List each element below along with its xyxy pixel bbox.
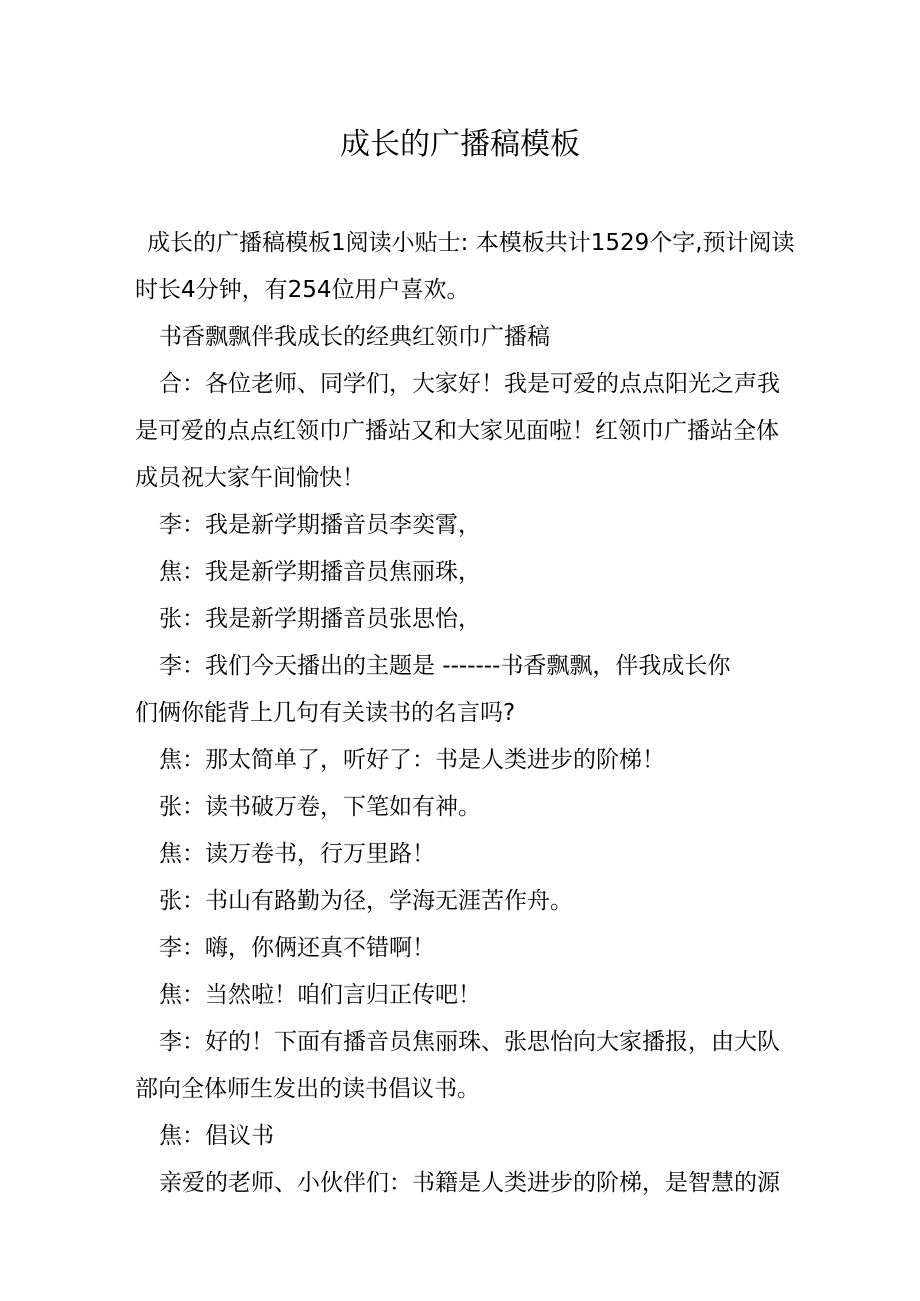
paragraph-dialogue: 焦：我是新学期播音员焦丽珠，: [159, 559, 481, 585]
paragraph-continuation: 们俩你能背上几句有关读书的名言吗?: [135, 700, 516, 726]
paragraph-body: 亲爱的老师、小伙伴们：书籍是人类进步的阶梯，是智慧的源: [159, 1170, 780, 1196]
document-body: [135, 220, 795, 1207]
paragraph-dialogue: 焦：当然啦！咱们言归正传吧！: [159, 982, 481, 1008]
paragraph-dialogue: 李：我是新学期播音员李奕霄，: [159, 512, 481, 538]
paragraph-subtitle: 书香飘飘伴我成长的经典红领巾广播稿: [159, 324, 550, 350]
paragraph-intro: 成长的广播稿模板1阅读小贴士: 本模板共计1529个字,预计阅读时长4分钟，有254位用户喜欢。: [135, 230, 795, 303]
paragraph-dialogue: 张：我是新学期播音员张思怡，: [159, 606, 481, 632]
paragraph-dialogue: 李：嗨，你俩还真不错啊！: [159, 935, 435, 961]
paragraph-dialogue: 李：我们今天播出的主题是 -------书香飘飘，伴我成长你: [159, 653, 731, 679]
paragraph-dialogue: 焦：倡议书: [159, 1123, 274, 1149]
paragraph-dialogue: 张：读书破万卷，下笔如有神。: [159, 794, 481, 820]
paragraph-dialogue: 合：各位老师、同学们，大家好！我是可爱的点点阳光之声我是可爱的点点红领巾广播站又和大家见面啦！红领巾广播站全体成员祝大家午间愉快！: [135, 371, 780, 491]
paragraph-dialogue: 焦：那太简单了，听好了：书是人类进步的阶梯！: [159, 747, 665, 773]
paragraph-dialogue: 焦：读万卷书，行万里路！: [159, 841, 435, 867]
paragraph-dialogue: 张：书山有路勤为径，学海无涯苦作舟。: [159, 888, 573, 914]
document-title: 成长的广播稿模板: [340, 127, 580, 162]
paragraph-dialogue: 李：好的！下面有播音员焦丽珠、张思怡向大家播报，由大队部向全体师生发出的读书倡议书。: [135, 1029, 780, 1102]
